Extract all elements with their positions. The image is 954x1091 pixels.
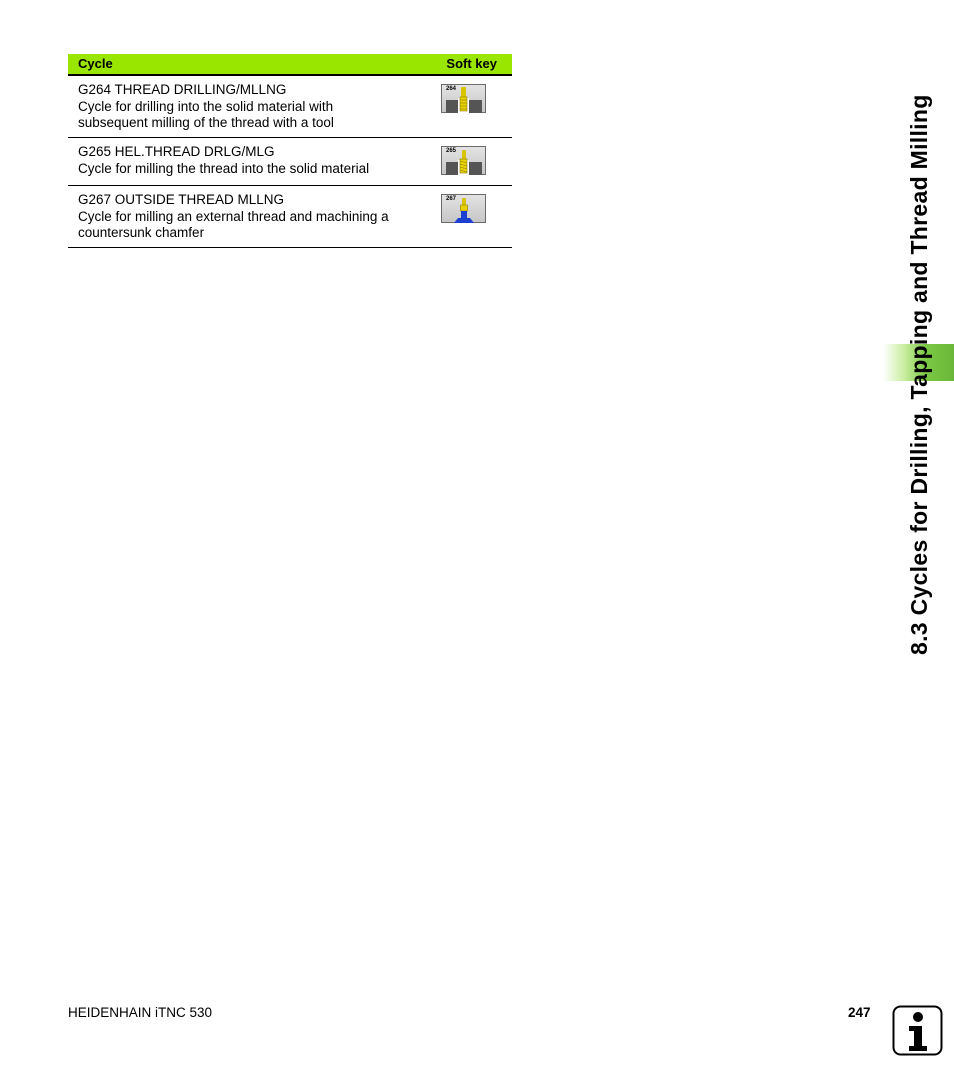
- cycle-description-line: Cycle for milling an external thread and machining a: [78, 208, 389, 224]
- cycle-description-line: countersunk chamfer: [78, 225, 205, 240]
- info-icon: [892, 1005, 943, 1056]
- page-number: 247: [848, 1005, 871, 1020]
- softkey-number: 265: [446, 148, 457, 154]
- softkey-264-button[interactable]: [441, 84, 486, 113]
- footer-manual-name: HEIDENHAIN iTNC 530: [68, 1005, 213, 1020]
- cycle-description-line: subsequent milling of the thread with a tool: [78, 115, 334, 130]
- table-row: [68, 138, 512, 186]
- table-header: [68, 54, 512, 76]
- table-row: [68, 186, 512, 248]
- column-header-soft-key: Soft key: [446, 56, 497, 71]
- row-text: [78, 192, 423, 242]
- cycle-title: G267 OUTSIDE THREAD MLLNG: [78, 192, 285, 207]
- cycle-description-line: Cycle for drilling into the solid material with: [78, 98, 334, 114]
- row-text: [78, 82, 423, 132]
- softkey-267-button[interactable]: [441, 194, 486, 223]
- softkey-265-button[interactable]: [441, 146, 486, 175]
- softkey-number: 267: [446, 196, 457, 202]
- row-text: [78, 144, 423, 177]
- cycle-description-line: Cycle for milling the thread into the solid material: [78, 160, 370, 176]
- softkey-number: 264: [446, 86, 457, 92]
- cycle-title: G264 THREAD DRILLING/MLLNG: [78, 82, 287, 97]
- outside-thread-milling-icon: [442, 195, 487, 224]
- cycle-table: [68, 54, 512, 248]
- chapter-title: 8.3 Cycles for Drilling, Tapping and Thread Milling: [906, 94, 932, 655]
- table-row: [68, 76, 512, 138]
- cycle-title: G265 HEL.THREAD DRLG/MLG: [78, 144, 275, 159]
- column-header-cycle: Cycle: [78, 56, 113, 71]
- helical-thread-drilling-milling-icon: [442, 147, 487, 176]
- thread-drilling-milling-icon: [442, 85, 487, 114]
